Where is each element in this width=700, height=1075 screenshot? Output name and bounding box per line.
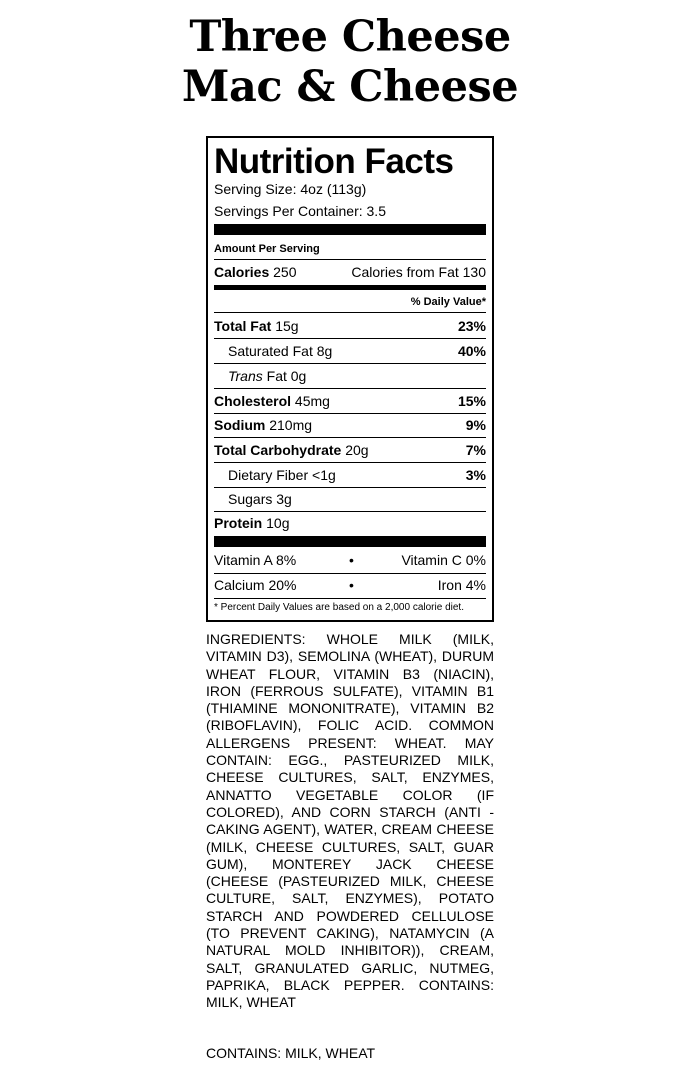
bullet-separator: • bbox=[349, 577, 354, 593]
daily-value-footnote: * Percent Daily Values are based on a 2,000 calorie diet. bbox=[214, 602, 464, 613]
nutrient-amount: 8g bbox=[316, 343, 333, 359]
nutrient-amount: 210mg bbox=[269, 417, 313, 433]
nutrient-row-dietary-fiber bbox=[214, 464, 486, 486]
medium-divider bbox=[214, 285, 486, 290]
divider bbox=[214, 388, 486, 389]
divider bbox=[214, 598, 486, 599]
vitamin-c: Vitamin C 0% bbox=[401, 552, 486, 568]
thick-divider-bottom bbox=[214, 536, 486, 547]
nutrient-label: Trans bbox=[228, 368, 263, 384]
nutrient-row-cholesterol bbox=[214, 390, 486, 412]
nutrient-daily-value: 15% bbox=[457, 393, 486, 409]
nutrient-label: Total Fat bbox=[214, 318, 272, 334]
product-title bbox=[0, 12, 700, 112]
servings-per-container: Servings Per Container: 3.5 bbox=[214, 203, 386, 219]
nutrient-amount: 15g bbox=[275, 318, 299, 334]
nutrition-facts-heading: Nutrition Facts bbox=[214, 142, 454, 181]
nutrient-label: Cholesterol bbox=[214, 393, 292, 409]
nutrient-amount: <1g bbox=[312, 467, 336, 483]
nutrient-row-protein bbox=[214, 512, 486, 534]
allergen-contains: CONTAINS: MILK, WHEAT bbox=[206, 1045, 376, 1061]
calories-label: Calories bbox=[214, 264, 270, 280]
nutrient-daily-value: 3% bbox=[465, 467, 486, 483]
vitamin-a: Vitamin A 8% bbox=[214, 552, 297, 568]
nutrient-row-saturated-fat bbox=[214, 340, 486, 362]
divider bbox=[214, 312, 486, 313]
nutrient-label: Dietary Fiber bbox=[228, 467, 309, 483]
ingredients-list: INGREDIENTS: WHOLE MILK (MILK, VITAMIN D3), SEMOLINA (WHEAT), DURUM WHEAT FLOUR, VITAMIN B3 (NIACIN), IRON (FERROUS SULFATE), VITAMIN B1 (THIAMINE MONONITRATE), VITAMIN B2 (RIBOFLAVIN), FOLIC ACID. COMMON ALLERGENS PRESENT: WHEAT. MAY CONTAIN: EGG., PASTEURIZED MILK, CHEESE CULTURES, SALT, ENZYMES, ANNATTO VEGETABLE COLOR (IF COLORED), AND CORN STARCH (ANTI - CAKING AGENT), WATER, CREAM CHEESE (MILK, CHEESE CULTURES, SALT, GUAR GUM), MONTEREY JACK CHEESE (CHEESE (PASTEURIZED MILK, CHEESE CULTURE, SALT, ENZYMES), POTATO STARCH AND POWDERED CELLULOSE (TO PREVENT CAKING), NATAMYCIN (A NATURAL MOLD INHIBITOR)), CREAM, SALT, GRANULATED GARLIC, NUTMEG, PAPRIKA, BLACK PEPPER. CONTAINS: MILK, WHEAT bbox=[206, 631, 494, 1011]
nutrient-daily-value: 7% bbox=[465, 442, 486, 458]
nutrient-amount: 0g bbox=[290, 368, 307, 384]
nutrient-amount: 45mg bbox=[294, 393, 330, 409]
calories-row bbox=[214, 261, 486, 283]
daily-value-header: % Daily Value* bbox=[410, 296, 486, 308]
amount-per-serving: Amount Per Serving bbox=[214, 243, 320, 255]
divider bbox=[214, 363, 486, 364]
nutrient-label: Saturated Fat bbox=[228, 343, 313, 359]
nutrient-row-total-fat bbox=[214, 315, 486, 337]
divider bbox=[214, 259, 486, 260]
nutrient-daily-value: 9% bbox=[465, 417, 486, 433]
product-title-line-2: Mac & Cheese bbox=[181, 62, 519, 112]
nutrient-daily-value: 23% bbox=[457, 318, 486, 334]
divider bbox=[214, 437, 486, 438]
calories-value: 250 bbox=[273, 264, 297, 280]
serving-size: Serving Size: 4oz (113g) bbox=[214, 181, 367, 197]
nutrient-row-sodium bbox=[214, 414, 486, 436]
divider bbox=[214, 462, 486, 463]
nutrient-label-suffix: Fat bbox=[266, 368, 287, 384]
calories-from-fat: Calories from Fat 130 bbox=[351, 264, 486, 280]
nutrient-label: Sugars bbox=[228, 491, 273, 507]
nutrient-row-total-carbohydrate bbox=[214, 439, 486, 461]
nutrition-facts-panel bbox=[206, 136, 494, 622]
product-title-line-1: Three Cheese bbox=[189, 12, 511, 62]
vitamin-row-2 bbox=[214, 574, 486, 596]
nutrient-amount: 20g bbox=[345, 442, 369, 458]
nutrient-row-sugars bbox=[214, 488, 486, 510]
nutrient-daily-value: 40% bbox=[457, 343, 486, 359]
divider bbox=[214, 338, 486, 339]
nutrient-amount: 10g bbox=[266, 515, 290, 531]
nutrient-amount: 3g bbox=[276, 491, 292, 507]
iron: Iron 4% bbox=[437, 577, 486, 593]
nutrient-label: Sodium bbox=[214, 417, 266, 433]
calcium: Calcium 20% bbox=[214, 577, 297, 593]
vitamin-row-1 bbox=[214, 549, 486, 571]
thick-divider-top bbox=[214, 224, 486, 235]
bullet-separator: • bbox=[349, 552, 354, 568]
nutrient-row-trans-fat bbox=[214, 365, 486, 387]
nutrient-label: Total Carbohydrate bbox=[214, 442, 342, 458]
nutrient-label: Protein bbox=[214, 515, 263, 531]
